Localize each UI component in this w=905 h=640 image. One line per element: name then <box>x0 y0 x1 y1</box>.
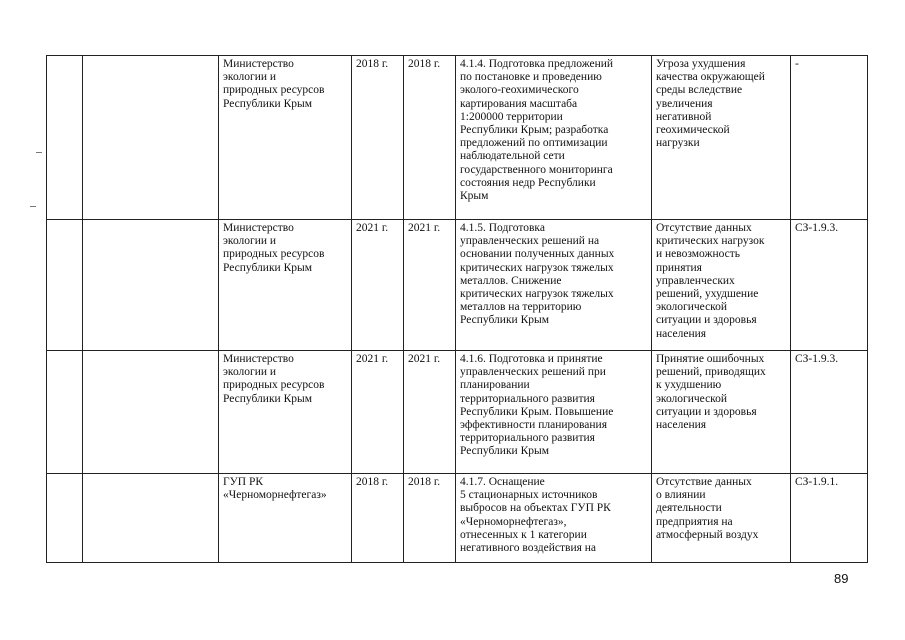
table-row <box>47 220 868 351</box>
start-year-cell: 2018 г. <box>352 474 404 563</box>
measure-cell: 4.1.6. Подготовка и принятие управленческих решений при планировании территориального развития Республики Крым. Повышение эффективности планирования территориального развития Республики Крым <box>456 351 652 474</box>
end-year-cell: 2018 г. <box>404 474 456 563</box>
executor-cell: Министерство экологии и природных ресурсов Республики Крым <box>219 220 352 351</box>
executor-cell: Министерство экологии и природных ресурсов Республики Крым <box>219 56 352 220</box>
executor-cell: Министерство экологии и природных ресурсов Республики Крым <box>219 351 352 474</box>
scan-mark <box>30 206 36 207</box>
measure-cell: 4.1.5. Подготовка управленческих решений на основании полученных данных критических нагрузок тяжелых металлов. Снижение критических нагрузок тяжелых металлов на территорию Республики Крым <box>456 220 652 351</box>
empty-cell <box>47 474 83 563</box>
measure-cell: 4.1.7. Оснащение 5 стационарных источников выбросов на объектах ГУП РК «Черноморнефтегаз», отнесенных к 1 категории негативного воздействия на <box>456 474 652 563</box>
measure-cell: 4.1.4. Подготовка предложений по постановке и проведению эколого-геохимического картирования масштаба 1:200000 территории Республики Крым; разработка предложений по оптимизации наблюдательной сети государственного мониторинга состояния недр Республики Крым <box>456 56 652 220</box>
risk-cell: Принятие ошибочных решений, приводящих к ухудшению экологической ситуации и здоровья населения <box>652 351 791 474</box>
risk-cell: Отсутствие данных критических нагрузок и невозможность принятия управленческих решений, ухудшение экологической ситуации и здоровья населения <box>652 220 791 351</box>
page-number: 89 <box>834 571 849 586</box>
empty-cell <box>83 474 219 563</box>
empty-cell <box>83 351 219 474</box>
code-cell: СЗ-1.9.1. <box>791 474 868 563</box>
empty-cell <box>47 56 83 220</box>
empty-cell <box>83 56 219 220</box>
end-year-cell: 2021 г. <box>404 220 456 351</box>
empty-cell <box>47 351 83 474</box>
empty-cell <box>83 220 219 351</box>
executor-cell: ГУП РК «Черноморнефтегаз» <box>219 474 352 563</box>
start-year-cell: 2018 г. <box>352 56 404 220</box>
action-plan-table <box>46 55 868 563</box>
table-row <box>47 351 868 474</box>
table-row <box>47 56 868 220</box>
empty-cell <box>47 220 83 351</box>
code-cell: СЗ-1.9.3. <box>791 220 868 351</box>
start-year-cell: 2021 г. <box>352 351 404 474</box>
table-row <box>47 474 868 563</box>
scan-mark <box>36 152 42 153</box>
risk-cell: Угроза ухудшения качества окружающей среды вследствие увеличения негативной геохимической нагрузки <box>652 56 791 220</box>
code-cell: - <box>791 56 868 220</box>
end-year-cell: 2018 г. <box>404 56 456 220</box>
code-cell: СЗ-1.9.3. <box>791 351 868 474</box>
risk-cell: Отсутствие данных о влиянии деятельности предприятия на атмосферный воздух <box>652 474 791 563</box>
start-year-cell: 2021 г. <box>352 220 404 351</box>
end-year-cell: 2021 г. <box>404 351 456 474</box>
